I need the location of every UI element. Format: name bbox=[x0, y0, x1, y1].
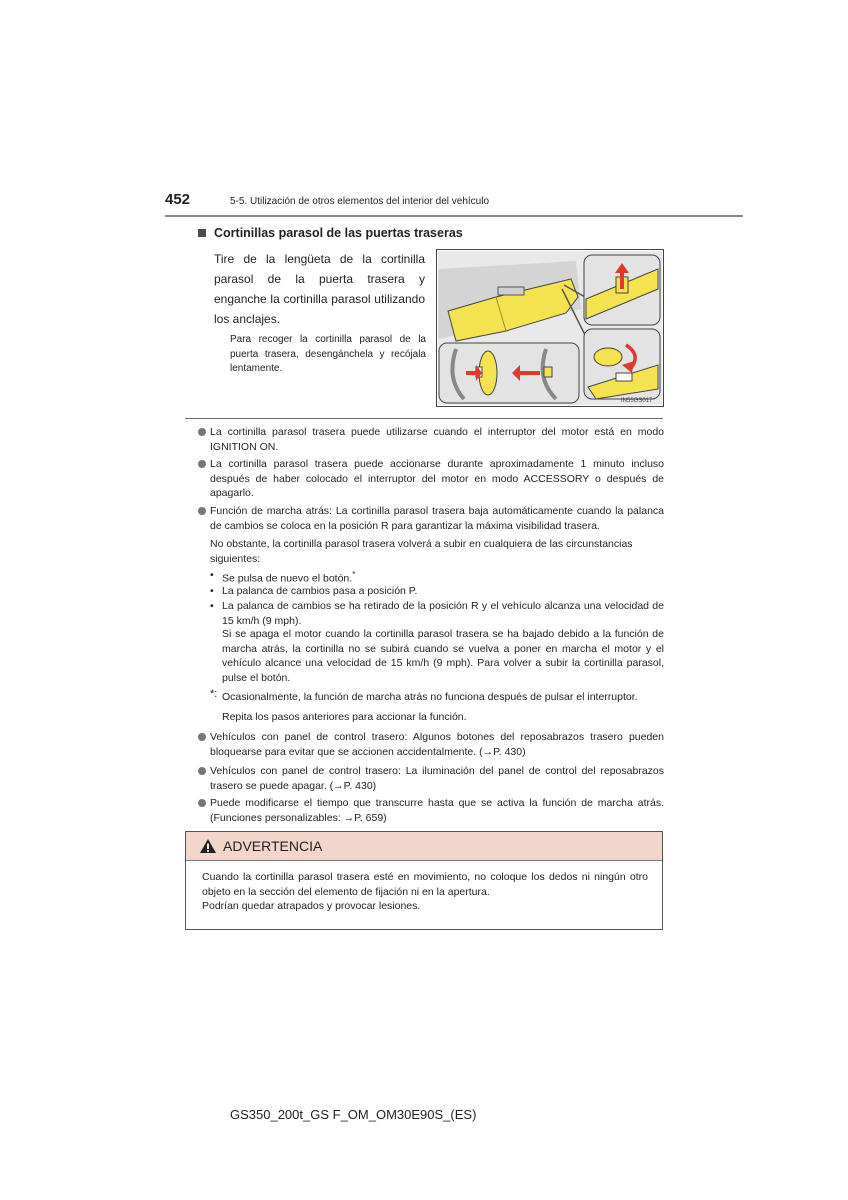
anchor-hook bbox=[594, 348, 622, 366]
list-item bbox=[198, 504, 664, 533]
list-item: • La palanca de cambios se ha retirado de la posición R y el vehículo alcanza una velocidad de 15 km/h (9 mph). bbox=[210, 600, 664, 627]
bullet-icon bbox=[198, 733, 206, 741]
list-item bbox=[198, 796, 664, 825]
warning-body bbox=[202, 870, 648, 914]
warning-triangle-icon bbox=[199, 838, 217, 854]
warning-box bbox=[185, 831, 663, 930]
bullet-icon bbox=[198, 428, 206, 436]
bullet-text: Vehículos con panel de control trasero: La iluminación del panel de control del reposabrazos trasero se puede apagar. (→P. 430) bbox=[210, 765, 664, 792]
footnote-ref: * bbox=[352, 570, 356, 579]
sub-extra bbox=[210, 627, 664, 685]
bullet-icon bbox=[198, 507, 206, 515]
chapter-title: 5-5. Utilización de otros elementos del interior del vehículo bbox=[230, 196, 490, 207]
page-number: 452 bbox=[165, 191, 191, 208]
list-item bbox=[198, 730, 664, 759]
warning-line: Cuando la cortinilla parasol trasera esté en movimiento, no coloque los dedos ni ningún otro objeto en la sección del elemento de fijación ni en la apertura. bbox=[202, 871, 648, 898]
bullet-text: Función de marcha atrás: La cortinilla parasol trasera baja automáticamente cuando la palanca de cambios se coloca en la posición R para garantizar la máxima visibilidad trasera. bbox=[210, 505, 664, 532]
sub-text: Si se apaga el motor cuando la cortinilla parasol trasera se ha bajado debido a la función de marcha atrás, la cortinilla no se subirá cuando se vuelva a poner en marcha el motor y el vehículo alcance una velocidad de 15 km/h (9 mph). Para volver a subir la cortinilla parasol, pulse el botón. bbox=[222, 628, 664, 684]
warning-header bbox=[186, 832, 662, 861]
bullet-text: Puede modificarse el tiempo que transcurre hasta que se activa la función de marcha atrás. (Funciones personalizables: →P. 659) bbox=[210, 797, 664, 824]
section-square-icon bbox=[198, 229, 206, 237]
intro-text: Tire de la lengüeta de la cortinilla parasol de la puerta trasera y enganche la cortinilla parasol utilizando los anclajes. bbox=[214, 252, 425, 326]
bullet-icon bbox=[198, 767, 206, 775]
roof-handle bbox=[498, 287, 524, 295]
bullet-icon bbox=[198, 460, 206, 468]
reverse-followup: No obstante, la cortinilla parasol trasera volverá a subir en cualquiera de las circunstancias siguientes: bbox=[210, 538, 633, 565]
sub-text: La palanca de cambios pasa a posición P. bbox=[222, 585, 418, 597]
list-item: • La palanca de cambios pasa a posición P. bbox=[210, 584, 664, 599]
bullet-icon bbox=[198, 799, 206, 807]
retract-note: Para recoger la cortinilla parasol de la puerta trasera, desengánchela y recójala lentamente. bbox=[230, 334, 426, 374]
list-item bbox=[198, 764, 664, 793]
footnote bbox=[210, 687, 664, 727]
bullet-text: La cortinilla parasol trasera puede accionarse durante aproximadamente 1 minuto incluso después de haber colocado el interruptor del motor en modo ACCESSORY o después de apagarlo. bbox=[210, 458, 664, 499]
figure-code: IN55GS017 bbox=[621, 398, 653, 404]
list-item bbox=[198, 425, 664, 454]
bullet-text: Vehículos con panel de control trasero: Algunos botones del reposabrazos trasero pueden bloquearse para evitar que se accionen accidentalmente. (→P. 430) bbox=[210, 731, 664, 758]
sub-text: Se pulsa de nuevo el botón. bbox=[222, 572, 353, 585]
bullet-text: La cortinilla parasol trasera puede utilizarse cuando el interruptor del motor está en modo IGNITION ON. bbox=[210, 426, 664, 453]
section-title: Cortinillas parasol de las puertas traseras bbox=[214, 226, 463, 240]
section-divider bbox=[185, 418, 663, 419]
header-rule bbox=[165, 215, 743, 217]
list-item bbox=[198, 457, 664, 501]
footnote-marker: *: bbox=[210, 688, 218, 700]
warning-title: ADVERTENCIA bbox=[223, 838, 323, 854]
sub-text: La palanca de cambios se ha retirado de la posición R y el vehículo alcanza una velocidad de 15 km/h (9 mph). bbox=[222, 600, 664, 627]
list-item: • Se pulsa de nuevo el botón.* bbox=[210, 569, 356, 585]
footnote-text: Ocasionalmente, la función de marcha atrás no funciona después de pulsar el interruptor. Repita los pasos anteriores para accionar la función. bbox=[222, 691, 638, 723]
footer-code: GS350_200t_GS F_OM_OM30E90S_(ES) bbox=[230, 1107, 477, 1122]
sunshade-illustration bbox=[436, 249, 664, 407]
warning-line: Podrían quedar atrapados y provocar lesiones. bbox=[202, 900, 421, 912]
